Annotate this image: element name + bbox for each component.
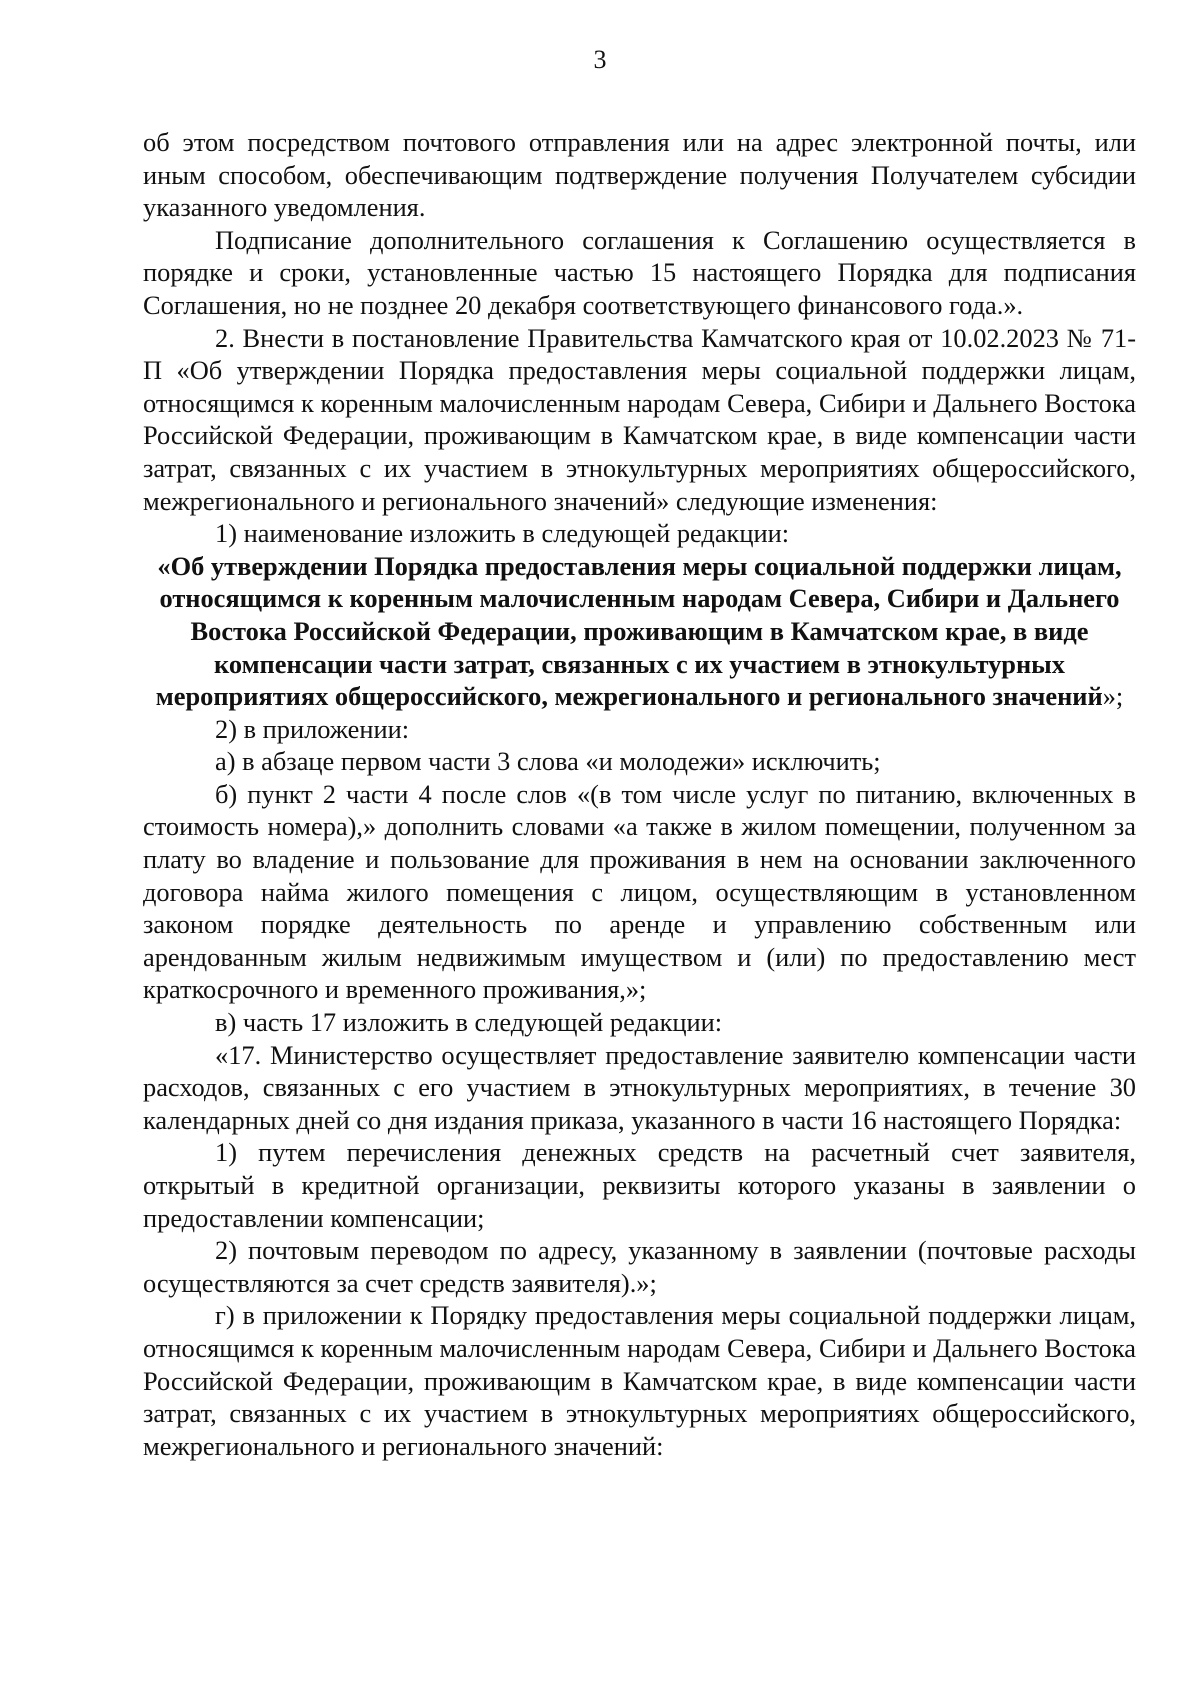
paragraph-subitem-b: б) пункт 2 части 4 после слов «(в том числе услуг по питанию, включенных в стоимость номера),» дополнить словами «а также в жилом помещении, полученном за плату во владение и пользование для проживания в нем на основании заключенного договора найма жилого помещения с лицом, осуществляющим в установленном законом порядке деятельность по аренде и управлению собственным или арендованным жилым недвижимым имуществом и (или) по предоставлению мест краткосрочного и временного проживания,»; — [143, 778, 1136, 1005]
page-number: 3 — [593, 45, 607, 74]
paragraph-subitem-g: г) в приложении к Порядку предоставления меры социальной поддержки лицам, относящимся к коренным малочисленным народам Севера, Сибири и Дальнего Востока Российской Федерации, проживающим в Камчатском крае, в виде компенсации части затрат, связанных с их участием в этнокультурных мероприятиях общероссийского, межрегионального и регионального значений: — [143, 1300, 1136, 1461]
paragraph-part-17-option-1: 1) путем перечисления денежных средств на расчетный счет заявителя, открытый в кредитной организации, реквизиты которого указаны в заявлении о предоставлении компенсации; — [143, 1137, 1136, 1233]
document-body — [143, 126, 1136, 1462]
paragraph-subitem-2-appendix: 2) в приложении: — [215, 713, 410, 744]
paragraph-item-2-amend-resolution: 2. Внести в постановление Правительства Камчатского края от 10.02.2023 № 71-П «Об утверждении Порядка предоставления меры социальной поддержки лицам, относящимся к коренным малочисленным народам Севера, Сибири и Дальнего Востока Российской Федерации, проживающим в Камчатском крае, в виде компенсации части затрат, связанных с их участием в этнокультурных мероприятиях общероссийского, межрегионального и регионального значений» следующие изменения: — [143, 322, 1136, 516]
new-title-tail: »; — [1102, 681, 1124, 712]
paragraph-subitem-v: в) часть 17 изложить в следующей редакции: — [215, 1007, 723, 1038]
new-title-bold-text: «Об утверждении Порядка предоставления меры социальной поддержки лицам, относящимся к коренным малочисленным народам Севера, Сибири и Дальнего Востока Российской Федерации, проживающим в Камчатском крае, в виде компенсации части затрат, связанных с их участием в этнокультурных мероприятиях общероссийского, межрегионального и регионального значений — [155, 550, 1122, 712]
paragraph-part-17: «17. Министерство осуществляет предоставление заявителю компенсации части расходов, связанных с его участием в этнокультурных мероприятиях, в течение 30 календарных дней со дня издания приказа, указанного в части 16 настоящего Порядка: — [143, 1039, 1136, 1135]
paragraph-additional-agreement: Подписание дополнительного соглашения к Соглашению осуществляется в порядке и сроки, установленные частью 15 настоящего Порядка для подписания Соглашения, но не позднее 20 декабря соответствующего финансового года.». — [143, 224, 1136, 320]
paragraph-part-17-option-2: 2) почтовым переводом по адресу, указанному в заявлении (почтовые расходы осуществляются за счет средств заявителя).»; — [143, 1235, 1136, 1298]
paragraph-subitem-1-title: 1) наименование изложить в следующей редакции: — [215, 518, 790, 549]
new-title-block — [143, 550, 1136, 713]
paragraph-continuation: об этом посредством почтового отправления или на адрес электронной почты, или иным способом, обеспечивающим подтверждение получения Получателем субсидии указанного уведомления. — [143, 127, 1136, 223]
paragraph-subitem-a: а) в абзаце первом части 3 слова «и молодежи» исключить; — [215, 746, 881, 777]
